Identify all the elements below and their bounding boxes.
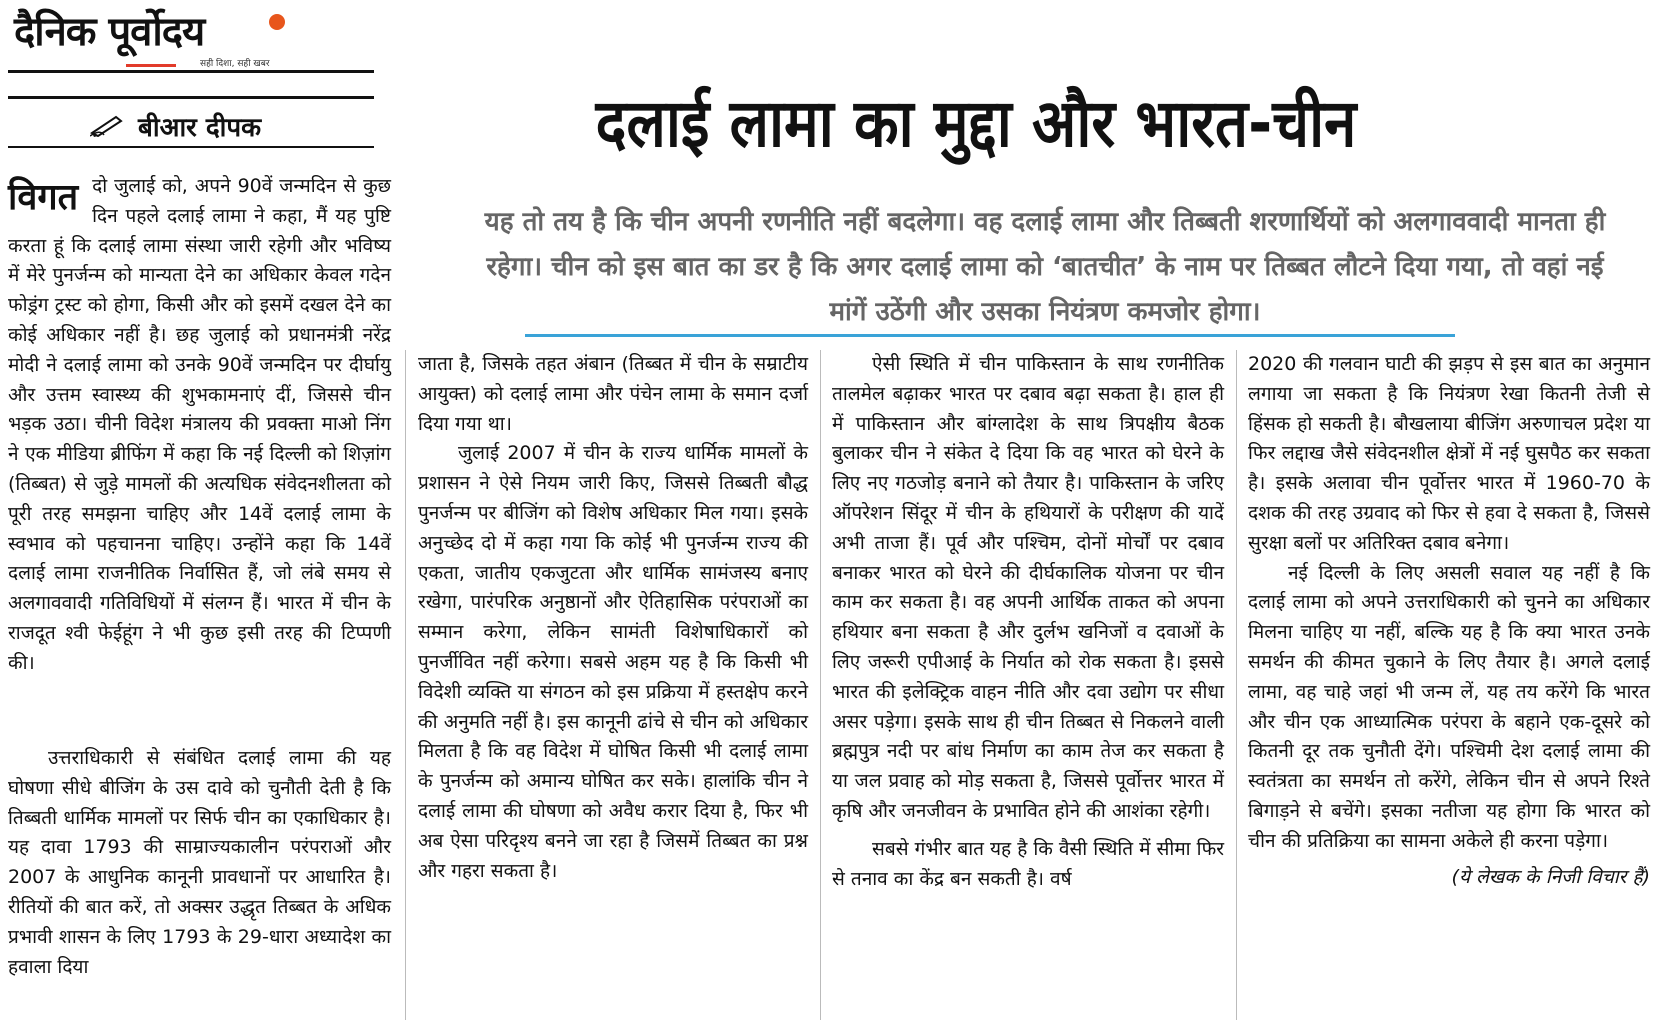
paragraph-6: सबसे गंभीर बात यह है कि वैसी स्थिति में सीमा फिर से तनाव का केंद्र बन सकती है। वर्ष xyxy=(832,837,1224,890)
column-3 xyxy=(832,350,1224,894)
paragraph-2: उत्तराधिकारी से संबंधित दलाई लामा की यह घोषणा सीधे बीजिंग के उस दावे को चुनौती देती है कि तिब्बती धार्मिक मामलों पर सिर्फ चीन का एकाधिकार है। यह दावा 1793 की साम्राज्यकालीन परंपराओं और 2007 के आधुनिक कानूनी प्रावधानों पर आधारित है। रीतियों की बात करें, तो अक्सर उद्धृत तिब्बत के अधिक प्रभावी शासन के लिए 1793 के 29-धारा अध्यादेश का हवाला दिया xyxy=(8,747,391,978)
column-1-top xyxy=(8,172,391,679)
logo-accent-line xyxy=(126,64,176,67)
byline-top-rule xyxy=(8,96,374,99)
deck-rule xyxy=(525,334,1455,337)
byline-bottom-rule xyxy=(8,146,374,148)
logo-sun-icon xyxy=(269,14,285,30)
author-name: बीआर दीपक xyxy=(138,113,262,143)
column-2 xyxy=(418,350,808,886)
dropcap-word: विगत xyxy=(8,177,79,218)
pen-icon xyxy=(90,113,124,144)
headline: दलाई लामा का मुद्दा और भारत-चीन xyxy=(595,85,1357,162)
paragraph-4: जुलाई 2007 में चीन के राज्य धार्मिक मामलों के प्रशासन ने ऐसे नियम जारी किए, जिससे तिब्बती बौद्ध पुनर्जन्म पर बीजिंग को विशेष अधिकार मिल गया। इसके अनुच्छेद दो में कहा गया कि कोई भी पुनर्जन्म राज्य की एकता, जातीय एकजुटता और धार्मिक सामंजस्य बनाए रखेगा, पारंपरिक अनुष्ठानों और ऐतिहासिक परंपराओं का सम्मान करेगा, लेकिन सामंती विशेषाधिकारों को पुनर्जीवित नहीं करेगा। सबसे अहम यह है कि किसी भी विदेशी व्यक्ति या संगठन को इस प्रक्रिया में हस्तक्षेप करने की अनुमति नहीं है। इस कानूनी ढांचे से चीन को अधिकार मिलता है कि वह विदेश में घोषित किसी भी दलाई लामा के पुनर्जन्म को अमान्य घोषित कर सके। हालांकि चीन ने दलाई लामा की घोषणा को अवैध करार दिया है, फिर भी अब ऐसा परिदृश्य बनने जा रहा है जिसमें तिब्बत का प्रश्न और गहरा सकता है। xyxy=(418,442,808,882)
paragraph-7: 2020 की गलवान घाटी की झड़प से इस बात का अनुमान लगाया जा सकता है कि नियंत्रण रेखा कितनी तेजी से हिंसक हो सकती है। बौखलाया बीजिंग अरुणाचल प्रदेश या फिर लद्दाख जैसे संवेदनशील क्षेत्रों में नई घुसपैठ कर सकता है। इसके अलावा चीन पूर्वोत्तर भारत में 1960-70 के दशक की तरह उग्रवाद को फिर से हवा दे सकता है, जिससे सुरक्षा बलों पर अतिरिक्त दबाव बनेगा। xyxy=(1248,353,1650,554)
deck-text: यह तो तय है कि चीन अपनी रणनीति नहीं बदलेगा। वह दलाई लामा और तिब्बती शरणार्थियों को अलगाववादी मानता ही रहेगा। चीन को इस बात का डर है कि अगर दलाई लामा को ‘बातचीत’ के नाम पर तिब्बत लौटने दिया गया, तो वहां नई मांगें उठेंगी और उसका नियंत्रण कमजोर होगा। xyxy=(484,207,1606,327)
masthead-title: दैनिक पूर्वोदय xyxy=(14,8,205,55)
masthead-tagline: सही दिशा, सही खबर xyxy=(200,59,270,69)
byline xyxy=(90,108,261,144)
disclaimer: (ये लेखक के निजी विचार हैं) xyxy=(1451,865,1650,888)
paragraph-3: जाता है, जिसके तहत अंबान (तिब्बत में चीन के सम्राटीय आयुक्त) को दलाई लामा और पंचेन लामा के समान दर्जा दिया गया था। xyxy=(418,353,808,435)
paragraph-5: ऐसी स्थिति में चीन पाकिस्तान के साथ रणनीतिक तालमेल बढ़ाकर भारत पर दबाव बढ़ा सकता है। हाल ही में पाकिस्तान और बांग्लादेश के साथ त्रिपक्षीय बैठक बुलाकर चीन ने संकेत दे दिया कि वह भारत को घेरने के लिए नए गठजोड़ बनाने को तैयार है। पाकिस्तान के जरिए ऑपरेशन सिंदूर में चीन के हथियारों के परीक्षण की यादें अभी ताजा हैं। पूर्व और पश्चिम, दोनों मोर्चों पर दबाव बनाकर भारत को घेरने की दीर्घकालिक योजना पर चीन काम कर सकता है। वह अपनी आर्थिक ताकत को अपना हथियार बना सकता है और दुर्लभ खनिजों व दवाओं के लिए जरूरी एपीआई के निर्यात को रोक सकता है। इससे भारत की इलेक्ट्रिक वाहन नीति और दवा उद्योग पर सीधा असर पड़ेगा। इसके साथ ही चीन तिब्बत से निकलने वाली ब्रह्मपुत्र नदी पर बांध निर्माण का काम तेज कर सकता है या जल प्रवाह को मोड़ सकता है, जिससे पूर्वोत्तर भारत में कृषि और जनजीवन के प्रभावित होने की आशंका रहेगी। xyxy=(832,353,1224,822)
column-divider xyxy=(820,350,821,1020)
masthead-rule xyxy=(8,70,374,73)
column-divider xyxy=(1236,350,1237,1020)
paragraph-8: नई दिल्ली के लिए असली सवाल यह नहीं है कि दलाई लामा को अपने उत्तराधिकारी को चुनने का अधिकार मिलना चाहिए या नहीं, बल्कि यह है कि क्या भारत उनके समर्थन की कीमत चुकाने के लिए तैयार है। अगले दलाई लामा, वह चाहे जहां भी जन्म लें, यह तय करेंगे कि भारत और चीन एक आध्यात्मिक परंपरा के बहाने एक-दूसरे को कितनी दूर तक चुनौती देंगे। पश्चिमी देश दलाई लामा की स्वतंत्रता का समर्थन तो करेंगे, लेकिन चीन से अपने रिश्ते बिगाड़ने से बचेंगे। इसका नतीजा यह होगा कि भारत को चीन की प्रतिक्रिया का सामना अकेले ही करना पड़ेगा। xyxy=(1248,561,1650,852)
column-divider xyxy=(405,350,406,1020)
paragraph-1: दो जुलाई को, अपने 90वें जन्मदिन से कुछ दिन पहले दलाई लामा ने कहा, मैं यह पुष्टि करता हूं कि दलाई लामा संस्था जारी रहेगी और भविष्य में मेरे पुनर्जन्म को मान्यता देने का अधिकार केवल गदेन फोड्रंग ट्रस्ट को होगा, किसी और को इसमें दखल देने का कोई अधिकार नहीं है। छह जुलाई को प्रधानमंत्री नरेंद्र मोदी ने दलाई लामा को उनके 90वें जन्मदिन पर दीर्घायु और उत्तम स्वास्थ्य की शुभकामनाएं दीं, जिससे चीन भड़क उठा। चीनी विदेश मंत्रालय की प्रवक्ता माओ निंग ने एक मीडिया ब्रीफिंग में कहा कि नई दिल्ली को शिज़ांग (तिब्बत) से जुड़े मामलों की अत्यधिक संवेदनशीलता को पूरी तरह समझना चाहिए और 14वें दलाई लामा के स्वभाव को पहचानना चाहिए। उन्होंने कहा कि 14वें दलाई लामा राजनीतिक निर्वासित हैं, जो लंबे समय से अलगाववादी गतिविधियों में संलग्न हैं। भारत में चीन के राजदूत श्वी फेईहूंग ने भी कुछ इसी तरह की टिप्पणी की। xyxy=(8,175,391,674)
column-1-bottom xyxy=(8,744,391,982)
column-4 xyxy=(1248,350,1650,892)
masthead-logo xyxy=(14,10,284,68)
